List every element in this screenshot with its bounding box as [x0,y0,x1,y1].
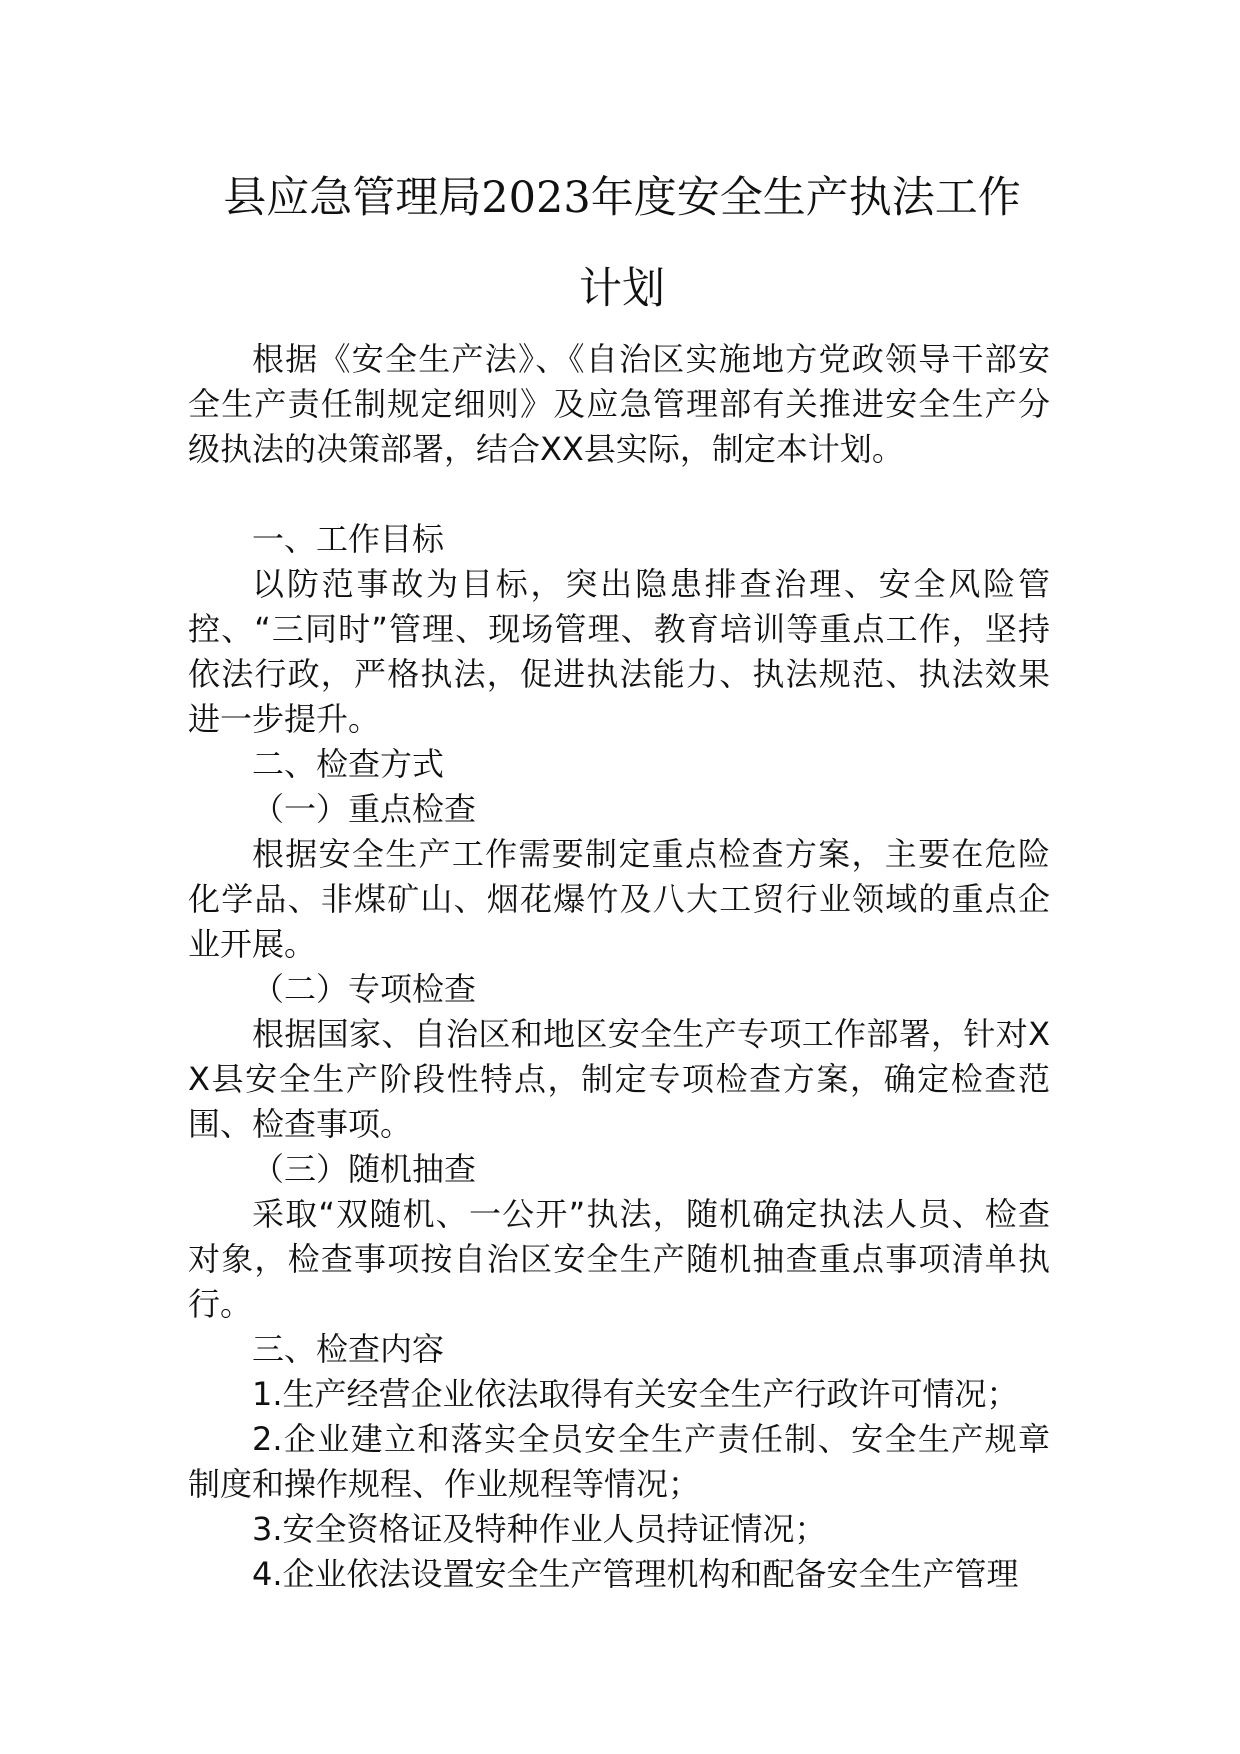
document-title-line-1: 县应急管理局2023年度安全生产执法工作 [223,173,1021,223]
content-item-4: 4.企业依法设置安全生产管理机构和配备安全生产管理 [252,1555,1019,1593]
goals-paragraph: 以防范事故为目标，突出隐患排查治理、安全风险管控、“三同时”管理、现场管理、教育培训等重点工作，坚持依法行政，严格执法，促进执法能力、执法规范、执法效果进一步提升。 [188,565,1050,738]
intro-paragraph: 根据《安全生产法》、《自治区实施地方党政领导干部安全生产责任制规定细则》及应急管理部有关推进安全生产分级执法的决策部署，结合XX县实际，制定本计划。 [188,340,1050,468]
key-inspection-paragraph: 根据安全生产工作需要制定重点检查方案，主要在危险化学品、非煤矿山、烟花爆竹及八大工贸行业领域的重点企业开展。 [188,835,1050,963]
subheading-key-inspection: （一）重点检查 [252,790,477,828]
subheading-special-inspection: （二）专项检查 [252,970,477,1008]
content-item-3: 3.安全资格证及特种作业人员持证情况； [252,1510,827,1548]
content-item-2: 2.企业建立和落实全员安全生产责任制、安全生产规章制度和操作规程、作业规程等情况； [188,1420,1050,1503]
section-heading-content: 三、检查内容 [252,1330,445,1368]
subheading-random-inspection: （三）随机抽查 [252,1150,477,1188]
random-inspection-paragraph: 采取“双随机、一公开”执法，随机确定执法人员、检查对象，检查事项按自治区安全生产随机抽查重点事项清单执行。 [188,1195,1050,1323]
section-heading-goals: 一、工作目标 [252,520,445,558]
section-heading-methods: 二、检查方式 [252,745,445,783]
content-item-1: 1.生产经营企业依法取得有关安全生产行政许可情况； [252,1375,1019,1413]
document-title-line-2: 计划 [579,264,665,314]
document-body [188,337,1050,1597]
special-inspection-paragraph: 根据国家、自治区和地区安全生产专项工作部署，针对XX县安全生产阶段性特点，制定专项检查方案，确定检查范围、检查事项。 [188,1015,1050,1143]
